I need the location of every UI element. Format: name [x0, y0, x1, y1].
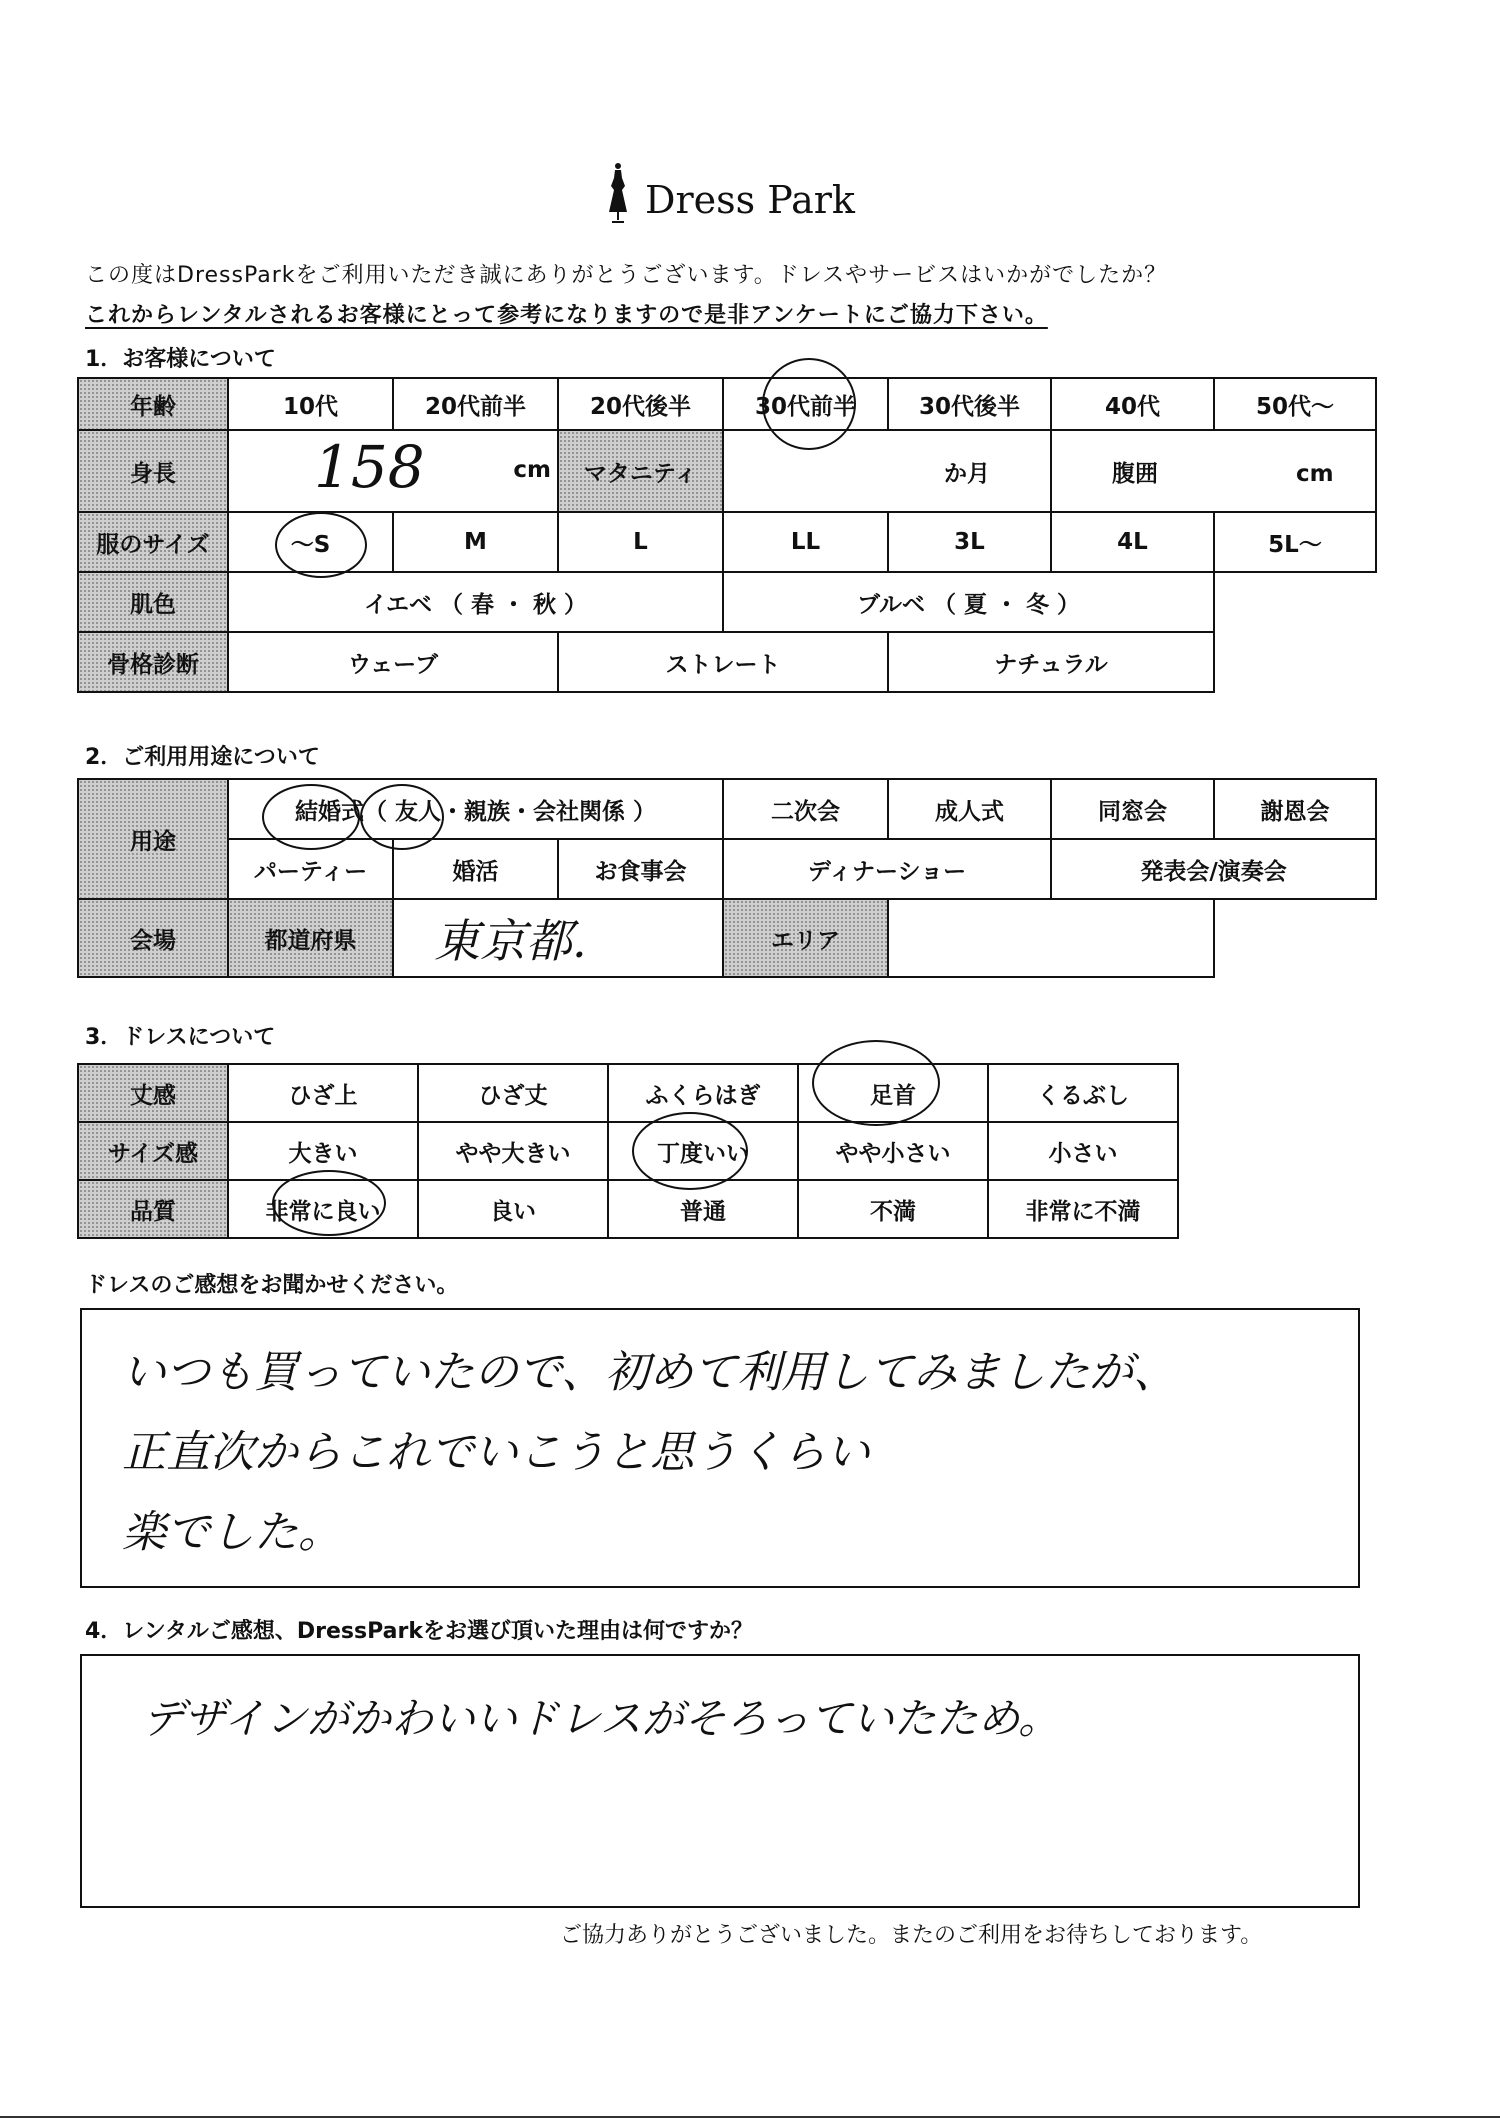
skin-label: 肌色 [78, 572, 228, 632]
purpose-label: 用途 [78, 779, 228, 899]
size-option[interactable]: LL [723, 512, 888, 572]
usage-option[interactable]: お食事会 [558, 839, 723, 899]
quality-option[interactable]: 不満 [798, 1180, 988, 1238]
fit-option-selected[interactable]: 丁度いい [608, 1122, 798, 1180]
usage-option[interactable]: ディナーショー [723, 839, 1051, 899]
page-edge-line [0, 2116, 1500, 2118]
length-option[interactable]: ひざ上 [228, 1064, 418, 1122]
size-option[interactable]: M [393, 512, 558, 572]
impressions-line: 楽でした。 [122, 1507, 342, 1558]
intro-request: これからレンタルされるお客様にとって参考になりますので是非アンケートにご協力下さい。 [85, 303, 1048, 328]
section4-title: 4．レンタルご感想、DressParkをお選び頂いた理由は何ですか？ [85, 1619, 753, 1644]
impressions-title: ドレスのご感想をお聞かせください。 [85, 1273, 459, 1298]
months-unit: か月 [944, 460, 990, 487]
quality-option[interactable]: 普通 [608, 1180, 798, 1238]
skin-blue-option[interactable]: ブルベ （ 夏 ・ 冬 ） [723, 572, 1214, 632]
age-option[interactable]: 10代 [228, 378, 393, 430]
section2-title: 2．ご利用用途について [85, 745, 320, 770]
quality-option[interactable]: 非常に不満 [988, 1180, 1178, 1238]
length-option[interactable]: ふくらはぎ [608, 1064, 798, 1122]
usage-option[interactable]: 謝恩会 [1214, 779, 1376, 839]
section1-title: 1．お客様について [85, 347, 276, 372]
dress-table [77, 1063, 1179, 1239]
fit-option[interactable]: 小さい [988, 1122, 1178, 1180]
maternity-months-field[interactable] [723, 430, 1051, 512]
frame-option[interactable]: ナチュラル [888, 632, 1214, 692]
age-option[interactable]: 30代後半 [888, 378, 1051, 430]
height-value: 158 [314, 433, 425, 501]
height-field[interactable] [228, 430, 558, 512]
wedding-option[interactable]: 結婚式（ 友人・親族・会社関係 ） [228, 779, 723, 839]
waist-unit: cm [1296, 460, 1334, 487]
age-option[interactable]: 20代後半 [558, 378, 723, 430]
age-option[interactable]: 40代 [1051, 378, 1214, 430]
length-option[interactable]: くるぶし [988, 1064, 1178, 1122]
intro-text: この度はDressParkをご利用いただき誠にありがとうございます。ドレスやサービスはいかがでしたか？ [85, 263, 1168, 288]
brand-name: Dress Park [645, 178, 855, 222]
waist-label: 腹囲 [1112, 460, 1158, 487]
usage-option[interactable]: 発表会/演奏会 [1051, 839, 1376, 899]
size-label: 服のサイズ [78, 512, 228, 572]
age-option[interactable]: 50代〜 [1214, 378, 1376, 430]
prefecture-label: 都道府県 [228, 899, 393, 977]
height-label: 身長 [78, 430, 228, 512]
length-option-selected[interactable]: 足首 [798, 1064, 988, 1122]
impressions-line: 正直次からこれでいこうと思うくらい [122, 1427, 870, 1478]
length-label: 丈感 [78, 1064, 228, 1122]
age-label: 年齢 [78, 378, 228, 430]
maternity-label: マタニティ [558, 430, 723, 512]
frame-option[interactable]: ストレート [558, 632, 888, 692]
fit-label: サイズ感 [78, 1122, 228, 1180]
height-unit: cm [513, 457, 551, 483]
area-label: エリア [723, 899, 888, 977]
frame-label: 骨格診断 [78, 632, 228, 692]
age-option[interactable]: 20代前半 [393, 378, 558, 430]
frame-option[interactable]: ウェーブ [228, 632, 558, 692]
section3-title: 3．ドレスについて [85, 1025, 276, 1050]
impressions-textarea[interactable] [80, 1308, 1360, 1588]
fit-option[interactable]: やや大きい [418, 1122, 608, 1180]
skin-yellow-option[interactable]: イエベ （ 春 ・ 秋 ） [228, 572, 723, 632]
length-option[interactable]: ひざ丈 [418, 1064, 608, 1122]
venue-label: 会場 [78, 899, 228, 977]
quality-label: 品質 [78, 1180, 228, 1238]
usage-option[interactable]: 二次会 [723, 779, 888, 839]
size-option-selected[interactable]: 〜S [228, 512, 393, 572]
fit-option[interactable]: やや小さい [798, 1122, 988, 1180]
size-option[interactable]: 5L〜 [1214, 512, 1376, 572]
thank-you-note: ご協力ありがとうございました。またのご利用をお待ちしております。 [560, 1923, 1263, 1948]
area-field[interactable] [888, 899, 1214, 977]
usage-table [77, 778, 1377, 978]
prefecture-value: 東京都. [434, 914, 587, 968]
size-option[interactable]: L [558, 512, 723, 572]
quality-option[interactable]: 良い [418, 1180, 608, 1238]
size-option[interactable]: 3L [888, 512, 1051, 572]
reason-textarea[interactable] [80, 1654, 1360, 1908]
size-option[interactable]: 4L [1051, 512, 1214, 572]
fit-option[interactable]: 大きい [228, 1122, 418, 1180]
age-option-selected[interactable]: 30代前半 [723, 378, 888, 430]
impressions-line: いつも買っていたので、初めて利用してみましたが、 [122, 1347, 1178, 1398]
customer-info-table [77, 377, 1377, 693]
quality-option-selected[interactable]: 非常に良い [228, 1180, 418, 1238]
waist-field[interactable] [1051, 430, 1376, 512]
usage-option[interactable]: 婚活 [393, 839, 558, 899]
usage-option[interactable]: 成人式 [888, 779, 1051, 839]
usage-option[interactable]: 同窓会 [1051, 779, 1214, 839]
usage-option[interactable]: パーティー [228, 839, 393, 899]
prefecture-field[interactable] [393, 899, 723, 977]
reason-answer: デザインがかわいいドレスがそろっていたため。 [142, 1694, 1061, 1743]
